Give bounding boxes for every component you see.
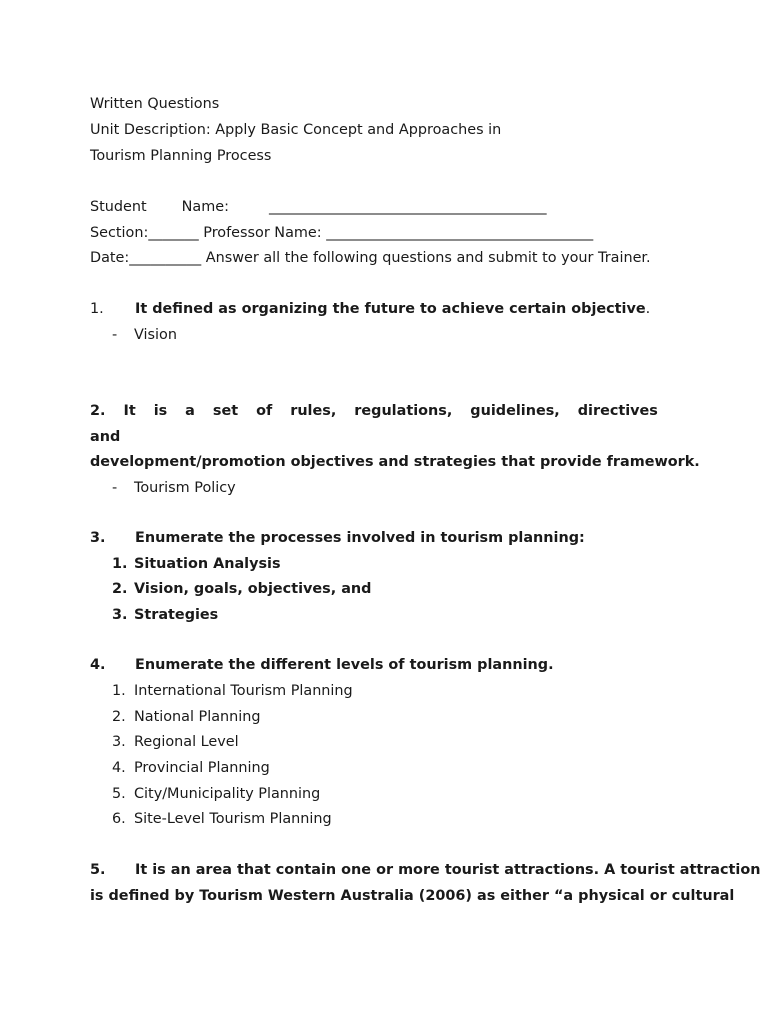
list-item xyxy=(112,605,218,625)
list-number: 5. xyxy=(112,786,126,802)
date-label: Date:__________ xyxy=(90,250,202,266)
list-item xyxy=(112,554,281,574)
list-item xyxy=(112,809,332,829)
list-item xyxy=(112,579,371,599)
question-2-line-1 xyxy=(90,401,658,421)
question-number: 5. xyxy=(90,862,106,878)
list-text: Situation Analysis xyxy=(134,556,281,572)
student-name-field xyxy=(90,197,546,217)
list-item xyxy=(112,707,261,727)
q2-word: It xyxy=(123,403,136,419)
list-item xyxy=(112,784,320,804)
question-5-line-2: is defined by Tourism Western Australia (2006) as either “a physical or cultural xyxy=(90,888,735,904)
q2-word: guidelines, xyxy=(470,403,560,419)
student-name-blank: __________________________________________ xyxy=(268,199,546,215)
list-number: 3. xyxy=(112,734,126,750)
question-number: 3. xyxy=(90,530,106,546)
question-5-line-1 xyxy=(90,860,761,880)
question-2-line-2: and xyxy=(90,429,121,445)
dash-marker: - xyxy=(112,480,118,496)
q2-word: of xyxy=(256,403,273,419)
list-text: Site-Level Tourism Planning xyxy=(134,811,332,827)
unit-description: Unit Description: Apply Basic Concept and Approaches in xyxy=(90,122,502,138)
question-text: It defined as organizing the future to achieve certain objective xyxy=(135,301,646,317)
list-number: 4. xyxy=(112,760,126,776)
name-label: Name: xyxy=(181,199,229,215)
question-number: 4. xyxy=(90,657,106,673)
date-instruction-line xyxy=(90,248,651,268)
q2-word: set xyxy=(212,403,239,419)
question-4 xyxy=(90,655,554,675)
answer-text: Tourism Policy xyxy=(134,480,236,496)
question-text: Enumerate the different levels of tourism planning. xyxy=(135,657,554,673)
document-title: Written Questions xyxy=(90,96,220,112)
list-number: 1. xyxy=(112,683,126,699)
answer-text: Vision xyxy=(134,327,177,343)
q2-word: a xyxy=(185,403,195,419)
question-number: 2. xyxy=(90,403,106,419)
list-item xyxy=(112,758,270,778)
list-text: Vision, goals, objectives, and xyxy=(134,581,372,597)
list-number: 2. xyxy=(112,581,128,597)
question-3 xyxy=(90,528,585,548)
unit-description-continued: Tourism Planning Process xyxy=(90,148,272,164)
question-text: Enumerate the processes involved in tourism planning: xyxy=(135,530,585,546)
answer-1 xyxy=(112,325,177,345)
question-number: 1. xyxy=(90,301,104,317)
list-number: 2. xyxy=(112,709,126,725)
list-text: Strategies xyxy=(134,607,219,623)
question-1 xyxy=(90,299,650,319)
question-period: . xyxy=(645,301,651,317)
list-text: Provincial Planning xyxy=(134,760,270,776)
question-text: It is an area that contain one or more tourist attractions. A tourist attraction xyxy=(135,862,761,878)
list-text: International Tourism Planning xyxy=(134,683,353,699)
professor-name-blank: _________________________________________ xyxy=(326,225,593,241)
list-text: National Planning xyxy=(134,709,261,725)
q2-word: is xyxy=(153,403,168,419)
q2-word: directives xyxy=(577,403,658,419)
student-label: Student xyxy=(90,199,147,215)
list-number: 3. xyxy=(112,607,128,623)
list-number: 1. xyxy=(112,556,128,572)
dash-marker: - xyxy=(112,327,118,343)
q2-word: regulations, xyxy=(354,403,453,419)
q2-word: rules, xyxy=(290,403,337,419)
answer-2 xyxy=(112,478,236,498)
list-text: City/Municipality Planning xyxy=(134,786,321,802)
list-item xyxy=(112,732,239,752)
professor-label: Professor Name: xyxy=(203,225,322,241)
instruction-text: Answer all the following questions and submit to your Trainer. xyxy=(205,250,651,266)
list-number: 6. xyxy=(112,811,126,827)
question-2-line-3: development/promotion objectives and strategies that provide framework. xyxy=(90,454,700,470)
section-professor-field xyxy=(90,223,593,243)
list-text: Regional Level xyxy=(134,734,239,750)
list-item xyxy=(112,681,353,701)
section-label: Section:_______ xyxy=(90,225,199,241)
